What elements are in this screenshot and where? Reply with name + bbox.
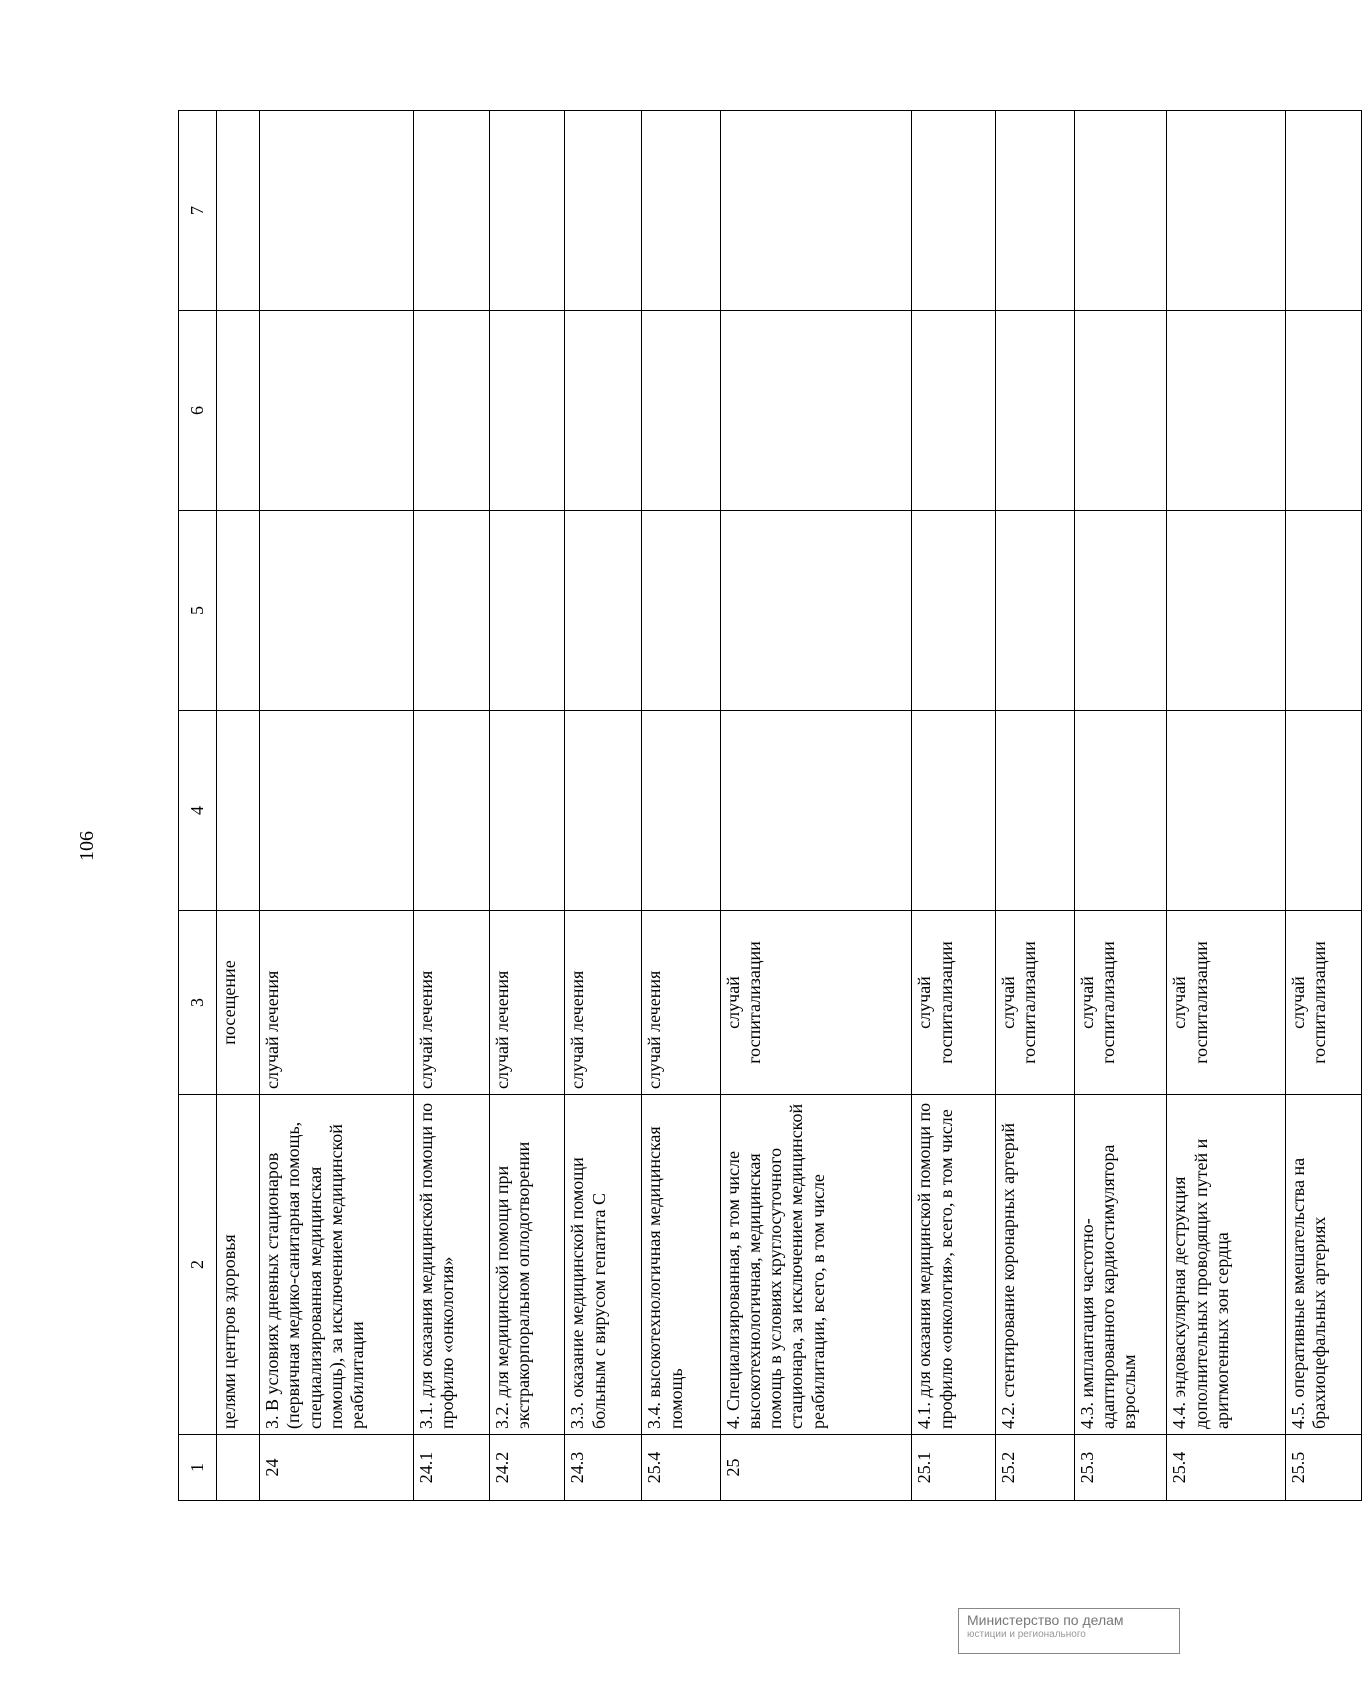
empty-cell — [565, 711, 642, 911]
empty-cell — [912, 311, 996, 511]
page-number: 106 — [76, 831, 98, 861]
empty-cell — [565, 311, 642, 511]
row-number-cell: 25.4 — [1167, 1435, 1286, 1501]
empty-cell — [1167, 311, 1286, 511]
table-row — [642, 111, 720, 1501]
row-unit-cell: случай госпитализации — [1074, 911, 1167, 1095]
row-unit-cell: случай госпитализации — [720, 911, 912, 1095]
empty-cell — [216, 711, 259, 911]
row-unit-cell: случай лечения — [260, 911, 414, 1095]
empty-cell — [565, 111, 642, 311]
empty-cell — [1074, 711, 1167, 911]
empty-cell — [260, 711, 414, 911]
empty-cell — [642, 711, 720, 911]
empty-cell — [912, 511, 996, 711]
row-number-cell — [216, 1435, 259, 1501]
table-row — [260, 111, 414, 1501]
empty-cell — [1167, 711, 1286, 911]
header-cell: 4 — [179, 711, 217, 911]
empty-cell — [1074, 311, 1167, 511]
row-unit-cell: случай госпитализации — [996, 911, 1074, 1095]
header-cell: 6 — [179, 311, 217, 511]
empty-cell — [489, 111, 565, 311]
header-cell: 2 — [179, 1095, 217, 1435]
empty-cell — [216, 111, 259, 311]
empty-cell — [642, 111, 720, 311]
empty-cell — [1286, 311, 1362, 511]
row-unit-cell: случай госпитализации — [1286, 911, 1362, 1095]
empty-cell — [996, 311, 1074, 511]
empty-cell — [912, 711, 996, 911]
table-row — [1167, 111, 1286, 1501]
row-name-cell: 3.1. для оказания медицинской помощи по профилю «онкология» — [414, 1095, 490, 1435]
empty-cell — [414, 311, 490, 511]
row-number-cell: 24.2 — [489, 1435, 565, 1501]
document-table-frame — [178, 111, 1362, 1501]
empty-cell — [1286, 711, 1362, 911]
empty-cell — [1167, 511, 1286, 711]
empty-cell — [720, 511, 912, 711]
row-name-cell: 3.4. высокотехнологичная медицинская помощь — [642, 1095, 720, 1435]
empty-cell — [414, 111, 490, 311]
row-name-cell: 4.4. эндоваскулярная деструкция дополнительных проводящих путей и аритмогенных зон сердца — [1167, 1095, 1286, 1435]
empty-cell — [489, 511, 565, 711]
empty-cell — [996, 511, 1074, 711]
table-row — [489, 111, 565, 1501]
table-row — [1286, 111, 1362, 1501]
header-cell: 5 — [179, 511, 217, 711]
row-name-cell: 4.5. оперативные вмешательства на брахиоцефальных артериях — [1286, 1095, 1362, 1435]
empty-cell — [996, 111, 1074, 311]
empty-cell — [1286, 511, 1362, 711]
table-row — [996, 111, 1074, 1501]
row-number-cell: 25.1 — [912, 1435, 996, 1501]
document-table — [178, 110, 1362, 1501]
stamp-line-2: юстиции и регионального — [967, 1629, 1086, 1640]
empty-cell — [996, 711, 1074, 911]
table-row — [565, 111, 642, 1501]
row-number-cell: 25 — [720, 1435, 912, 1501]
row-name-cell: 3.2. для медицинской помощи при экстракорпоральном оплодотворении — [489, 1095, 565, 1435]
empty-cell — [912, 111, 996, 311]
row-name-cell: 4.1. для оказания медицинской помощи по профилю «онкология», всего, в том числе — [912, 1095, 996, 1435]
table-row — [1074, 111, 1167, 1501]
empty-cell — [260, 111, 414, 311]
row-unit-cell: случай лечения — [642, 911, 720, 1095]
empty-cell — [1167, 111, 1286, 311]
row-number-cell: 24.3 — [565, 1435, 642, 1501]
stamp-line-1: Министерство по делам — [967, 1612, 1124, 1628]
empty-cell — [414, 511, 490, 711]
table-row — [414, 111, 490, 1501]
empty-cell — [216, 511, 259, 711]
empty-cell — [1074, 511, 1167, 711]
empty-cell — [489, 311, 565, 511]
empty-cell — [489, 711, 565, 911]
row-number-cell: 25.4 — [642, 1435, 720, 1501]
row-name-cell: 3.3. оказание медицинской помощи больным с вирусом гепатита С — [565, 1095, 642, 1435]
row-name-cell: 4.2. стентирование коронарных артерий — [996, 1095, 1074, 1435]
row-number-cell: 24 — [260, 1435, 414, 1501]
header-cell: 3 — [179, 911, 217, 1095]
row-number-cell: 25.2 — [996, 1435, 1074, 1501]
table-row — [720, 111, 912, 1501]
empty-cell — [642, 511, 720, 711]
empty-cell — [1074, 111, 1167, 311]
empty-cell — [565, 511, 642, 711]
table-row — [912, 111, 996, 1501]
table-header-row — [179, 111, 217, 1501]
empty-cell — [216, 311, 259, 511]
empty-cell — [1286, 111, 1362, 311]
row-unit-cell: случай госпитализации — [1167, 911, 1286, 1095]
table-row — [216, 111, 259, 1501]
header-cell: 7 — [179, 111, 217, 311]
row-unit-cell: случай госпитализации — [912, 911, 996, 1095]
row-number-cell: 25.5 — [1286, 1435, 1362, 1501]
empty-cell — [720, 311, 912, 511]
row-name-cell: 4. Специализированная, в том числе высокотехнологичная, медицинская помощь в условиях круглосуточного стационара, за исключением медицинской реабилитации, всего, в том числе — [720, 1095, 912, 1435]
row-unit-cell: случай лечения — [414, 911, 490, 1095]
row-name-cell: 3. В условиях дневных стационаров (первичная медико-санитарная помощь, специализированная медицинская помощь), за исключением медицинской реабилитации — [260, 1095, 414, 1435]
empty-cell — [720, 111, 912, 311]
row-number-cell: 25.3 — [1074, 1435, 1167, 1501]
row-unit-cell: случай лечения — [565, 911, 642, 1095]
row-unit-cell: случай лечения — [489, 911, 565, 1095]
empty-cell — [720, 711, 912, 911]
row-name-cell: 4.3. имплантация частотно-адаптированного кардиостимулятора взрослым — [1074, 1095, 1167, 1435]
row-number-cell: 24.1 — [414, 1435, 490, 1501]
ministry-stamp — [958, 1608, 1180, 1654]
empty-cell — [414, 711, 490, 911]
empty-cell — [260, 311, 414, 511]
row-unit-cell: посещение — [216, 911, 259, 1095]
header-cell: 1 — [179, 1435, 217, 1501]
row-name-cell: целями центров здоровья — [216, 1095, 259, 1435]
empty-cell — [260, 511, 414, 711]
empty-cell — [642, 311, 720, 511]
